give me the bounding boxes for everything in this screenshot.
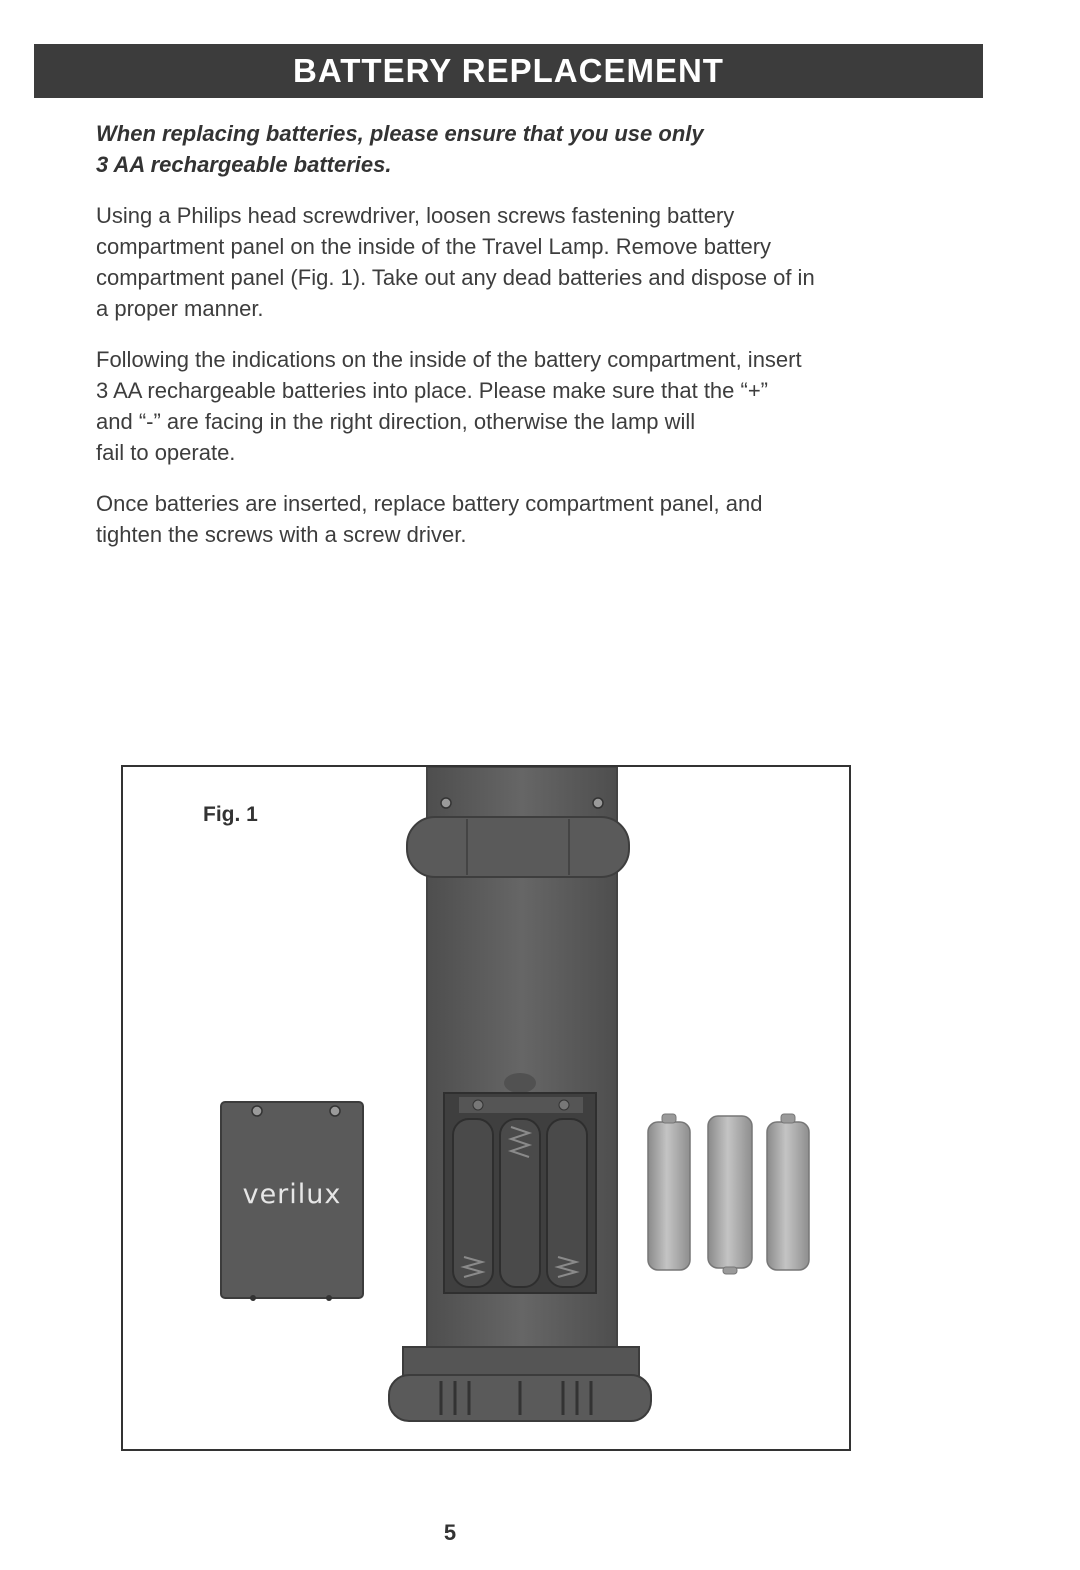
paragraph-replace-panel (96, 488, 946, 550)
main-content (96, 118, 946, 570)
figure-1 (121, 765, 851, 1451)
battery-icon (708, 1116, 752, 1274)
lamp-body (389, 767, 651, 1421)
figure-label: Fig. 1 (203, 803, 258, 826)
intro-note (96, 118, 946, 180)
paragraph-line: compartment panel on the inside of the Travel Lamp. Remove battery (96, 234, 772, 259)
battery-icon (767, 1114, 809, 1270)
paragraph-line: Following the indications on the inside of the battery compartment, insert (96, 347, 802, 372)
intro-line: When replacing batteries, please ensure that you use only (96, 121, 704, 146)
paragraph-line: and “-” are facing in the right direction, otherwise the lamp will (96, 409, 696, 434)
battery-compartment-panel (221, 1102, 363, 1301)
paragraph-line: Once batteries are inserted, replace battery compartment panel, and (96, 491, 763, 516)
paragraph-insert-batteries (96, 344, 946, 468)
battery-icon (648, 1114, 690, 1270)
intro-line: 3 AA rechargeable batteries. (96, 152, 392, 177)
screw-icon (441, 798, 451, 808)
paragraph-line: fail to operate. (96, 440, 236, 465)
figure-illustration (123, 767, 851, 1451)
screw-icon (330, 1106, 340, 1116)
screw-icon (252, 1106, 262, 1116)
paragraph-line: a proper manner. (96, 296, 264, 321)
verilux-logo: verilux (242, 1179, 342, 1210)
battery-compartment (444, 1093, 596, 1293)
paragraph-line: tighten the screws with a screw driver. (96, 522, 467, 547)
screw-icon (593, 798, 603, 808)
paragraph-line: Using a Philips head screwdriver, loosen screws fastening battery (96, 203, 735, 228)
paragraph-line: 3 AA rechargeable batteries into place. Please make sure that the “+” (96, 378, 769, 403)
paragraph-remove-panel (96, 200, 946, 324)
title-bar (34, 44, 983, 98)
paragraph-line: compartment panel (Fig. 1). Take out any dead batteries and dispose of in (96, 265, 815, 290)
page-number: 5 (443, 1520, 457, 1545)
page-title: BATTERY REPLACEMENT (293, 52, 724, 89)
